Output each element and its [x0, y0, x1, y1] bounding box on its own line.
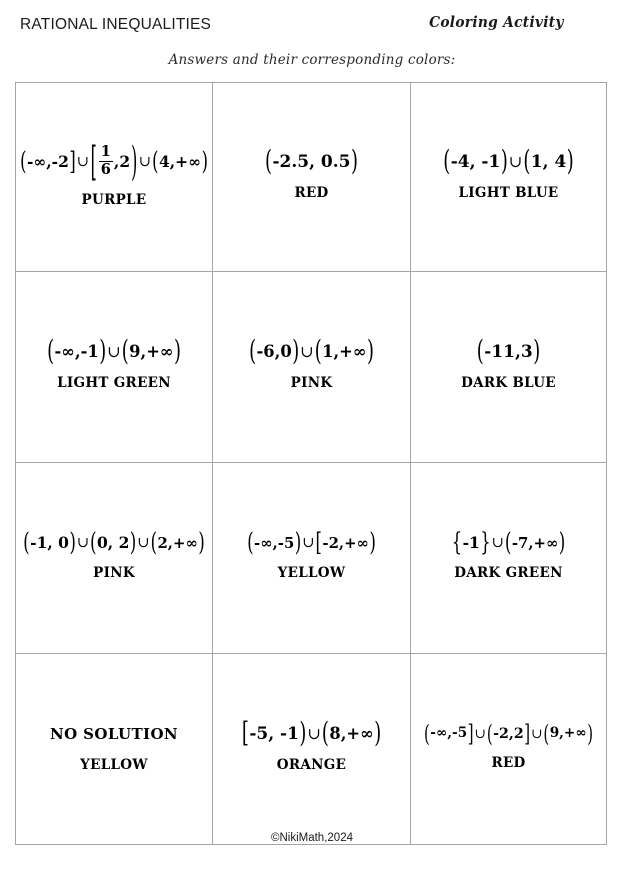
table-row	[16, 272, 607, 463]
color-label: DARK BLUE	[461, 374, 556, 391]
union-symbol: ∪	[107, 342, 121, 362]
interval-part: -7,+∞	[511, 533, 559, 552]
color-label: LIGHT BLUE	[458, 184, 559, 201]
table-row	[16, 83, 607, 272]
paren-close: )	[558, 527, 566, 557]
paren-open: (	[90, 527, 97, 557]
paren-open: (	[543, 719, 550, 748]
interval-part: -4, -1	[450, 151, 501, 172]
paren-close: )	[201, 146, 208, 176]
answer-expression	[451, 527, 566, 557]
answer-expression	[249, 335, 375, 368]
paren-open: (	[423, 719, 430, 748]
paren-close: )	[99, 335, 107, 368]
color-label: YELLOW	[80, 757, 148, 773]
union-symbol: ∪	[508, 152, 523, 172]
answer-expression	[23, 527, 205, 557]
interval-part: 9,+∞	[129, 341, 174, 361]
fraction	[98, 145, 114, 177]
paren-close: )	[587, 719, 594, 748]
color-label: PINK	[93, 565, 135, 582]
activity-label: Coloring Activity	[429, 14, 564, 31]
fraction-denominator: 6	[100, 161, 111, 178]
interval-part: -2,2	[493, 725, 524, 742]
color-label: PURPLE	[81, 192, 147, 209]
paren-close: )	[533, 335, 541, 368]
paren-close: )	[566, 145, 574, 178]
union-symbol: ∪	[138, 153, 152, 171]
interval-part: -11,3	[484, 341, 533, 362]
fraction-numerator: 1	[100, 143, 111, 161]
color-label: LIGHT GREEN	[57, 374, 171, 391]
color-label: ORANGE	[276, 756, 347, 773]
paren-close: )	[299, 717, 307, 750]
interval-part: -1, 0	[30, 533, 69, 553]
union-symbol: ∪	[76, 153, 90, 171]
interval-part: ,2	[113, 152, 131, 172]
page-header	[0, 0, 624, 46]
bracket-open: [	[241, 717, 249, 750]
paren-open: (	[476, 335, 484, 368]
paren-open: (	[20, 146, 27, 176]
answer-expression	[247, 527, 377, 557]
answer-cell[interactable]	[213, 83, 411, 272]
bracket-close: ]	[467, 719, 474, 748]
interval-part: -∞,-2	[26, 152, 69, 172]
interval-part: 8,+∞	[329, 723, 374, 743]
interval-part: -∞,-5	[254, 533, 295, 552]
interval-part: -∞,-1	[54, 341, 99, 361]
answer-cell[interactable]	[411, 83, 607, 272]
answer-expression	[476, 335, 541, 368]
union-symbol: ∪	[300, 342, 314, 362]
interval-part: -6,0	[256, 341, 292, 361]
answer-cell[interactable]	[16, 83, 213, 272]
interval-part: 0, 2	[97, 533, 130, 553]
bracket-close: ]	[524, 719, 531, 748]
interval-part: -2.5, 0.5	[272, 151, 351, 172]
answer-cell[interactable]	[411, 654, 607, 845]
bracket-open: [	[315, 527, 322, 557]
paren-close: )	[366, 335, 374, 368]
paren-open: (	[152, 146, 159, 176]
table-row	[16, 463, 607, 654]
interval-part: -5, -1	[249, 723, 299, 744]
interval-part: -∞,-5	[430, 725, 468, 742]
answer-cell[interactable]	[411, 272, 607, 463]
paren-close: )	[173, 335, 181, 368]
color-label: YELLOW	[277, 565, 346, 582]
paren-open: (	[247, 527, 254, 557]
union-symbol: ∪	[76, 534, 90, 552]
color-label: PINK	[290, 374, 333, 391]
paren-open: (	[23, 527, 30, 557]
union-symbol: ∪	[531, 725, 543, 742]
brace-close: }	[480, 527, 491, 557]
interval-part: -2,+∞	[322, 533, 369, 552]
paren-close: )	[129, 527, 137, 557]
paren-close: )	[500, 145, 508, 178]
paren-close: )	[292, 335, 300, 368]
answer-cell[interactable]	[16, 463, 213, 654]
answer-cell[interactable]	[213, 463, 411, 654]
answer-cell[interactable]	[411, 463, 607, 654]
paren-close: )	[351, 145, 358, 178]
color-label: DARK GREEN	[454, 565, 563, 582]
answer-cell[interactable]	[213, 272, 411, 463]
answer-expression	[47, 335, 182, 368]
answer-expression	[443, 145, 575, 178]
answer-expression: NO SOLUTION	[49, 725, 179, 743]
table-row	[16, 654, 607, 845]
answer-cell[interactable]	[213, 654, 411, 845]
paren-open: (	[150, 527, 157, 557]
answer-cell[interactable]	[16, 272, 213, 463]
interval-part: 2,+∞	[157, 533, 198, 552]
paren-close: )	[294, 527, 302, 557]
paren-open: (	[321, 717, 329, 750]
paren-open: (	[121, 335, 129, 368]
footer-credit: ©NikiMath,2024	[271, 832, 353, 844]
paren-open: (	[314, 335, 322, 368]
union-symbol: ∪	[491, 534, 504, 552]
interval-part: 1,+∞	[322, 341, 367, 361]
union-symbol: ∪	[307, 724, 321, 744]
page-title: RATIONAL INEQUALITIES	[20, 16, 212, 33]
color-label: RED	[294, 184, 329, 201]
answer-cell[interactable]	[16, 654, 213, 845]
paren-open: (	[249, 335, 257, 368]
interval-part: -1	[462, 533, 480, 553]
interval-part: 9,+∞	[549, 725, 587, 742]
paren-close: )	[131, 136, 138, 186]
bracket-open: [	[90, 136, 97, 186]
answer-expression	[241, 717, 382, 750]
union-symbol: ∪	[137, 534, 150, 552]
interval-part: 1, 4	[530, 151, 567, 172]
bracket-close: ]	[69, 146, 76, 176]
answer-expression	[423, 719, 594, 748]
paren-open: (	[265, 145, 272, 178]
paren-close: )	[369, 527, 376, 557]
answer-expression	[265, 145, 359, 178]
interval-part: 4,+∞	[158, 152, 202, 172]
color-label: RED	[491, 755, 526, 772]
union-symbol: ∪	[474, 725, 486, 742]
subtitle: Answers and their corresponding colors:	[168, 52, 456, 68]
paren-close: )	[69, 527, 76, 557]
paren-open: (	[443, 145, 451, 178]
paren-open: (	[47, 335, 55, 368]
paren-close: )	[198, 527, 205, 557]
paren-open: (	[523, 145, 531, 178]
brace-open: {	[451, 527, 463, 557]
paren-open: (	[505, 527, 512, 557]
paren-close: )	[374, 717, 382, 750]
answers-table	[15, 82, 607, 845]
paren-open: (	[486, 719, 493, 748]
union-symbol: ∪	[302, 534, 315, 552]
answer-expression	[20, 136, 209, 186]
